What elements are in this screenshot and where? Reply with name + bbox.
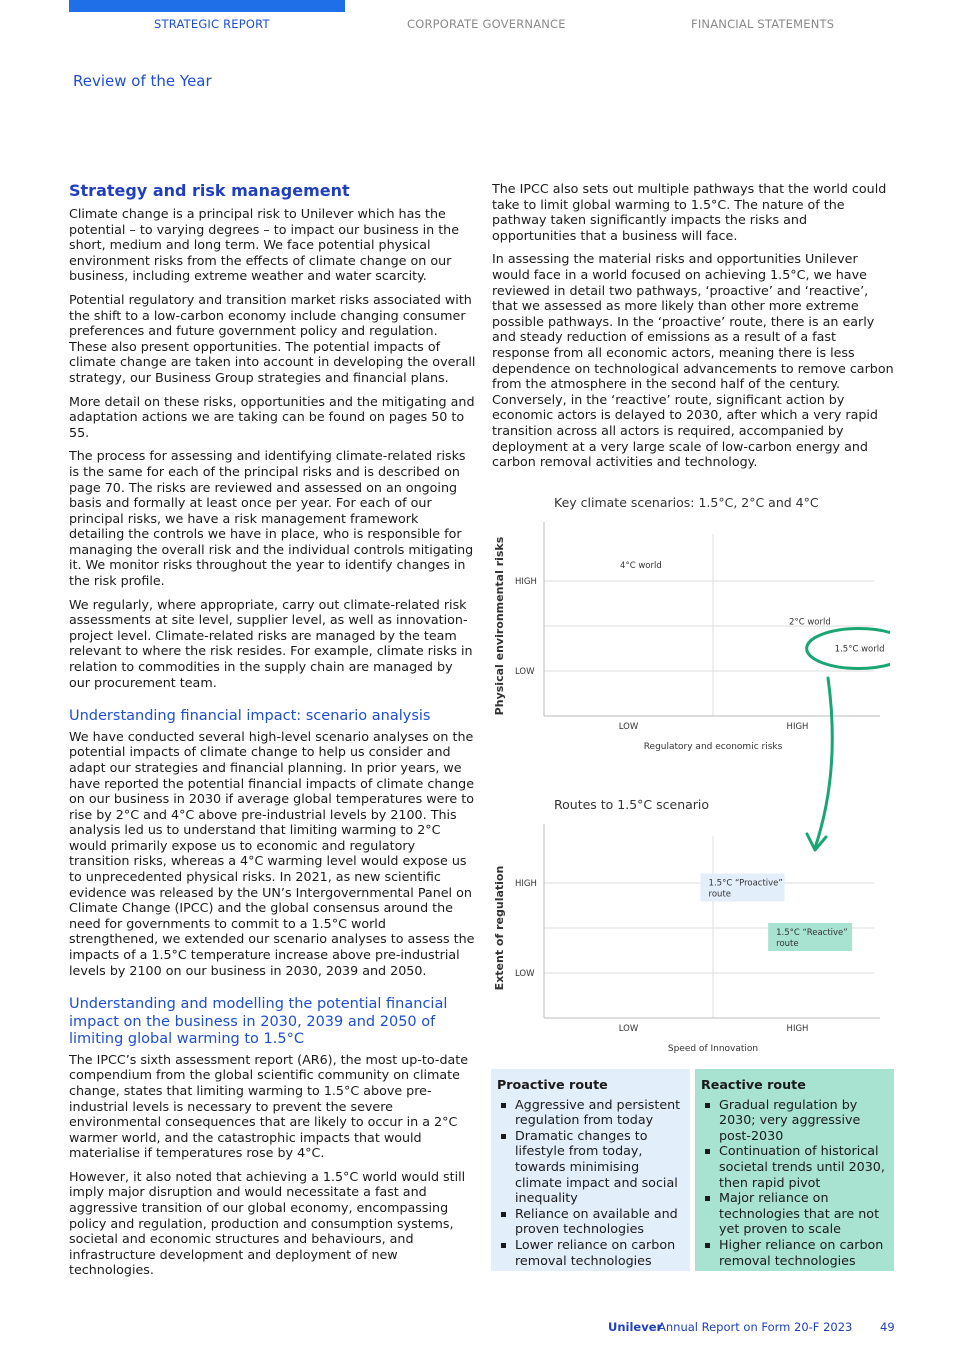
- reactive-route-list: [701, 1097, 888, 1269]
- y-axis-label: Extent of regulation: [493, 865, 506, 991]
- scenario-point-label: 2°C world: [789, 617, 831, 628]
- reactive-route-box: [695, 1069, 894, 1271]
- chart-title: Routes to 1.5°C scenario: [554, 797, 710, 812]
- x-tick-label: LOW: [618, 722, 639, 732]
- y-tick-label: LOW: [515, 969, 535, 979]
- left-column: [69, 181, 477, 1286]
- paragraph: The process for assessing and identifying climate-related risks is the same for each of the principal risks and is described on page 70. The risks are reviewed and assessed on an ongoing basis and formally at least once per year. For each of our principal risks, we have a risk management framework detailing the controls we have in place, who is responsible for managing the overall risk and the individual controls mitigating it. We monitor risks throughout the year to identify changes in the risk profile.: [69, 448, 474, 589]
- paragraph: However, it also noted that achieving a 1.5°C world would still imply major disruption and would necessitate a fast and aggressive transition of our global economy, encompassing policy and regulation, production and consumption systems, societal and economic structures and behaviours, and infrastructure development and deployment of new technologies.: [69, 1168, 466, 1278]
- paragraph: We regularly, where appropriate, carry out climate-related risk assessments at site level, supplier level, as well as innovation-project level. Climate-related risks are managed by the team relevant to where the risk resides. For example, climate risks in relation to commodities in the supply chain are managed by our procurement team.: [69, 596, 473, 690]
- route-marker-label: 1.5°C “Reactive”: [776, 928, 848, 938]
- proactive-route-list: [497, 1097, 684, 1269]
- y-tick-label: LOW: [515, 667, 535, 677]
- page-number: 49: [880, 1320, 895, 1334]
- tab-strategic-report[interactable]: STRATEGIC REPORT: [154, 17, 270, 31]
- reactive-route-title: Reactive route: [701, 1077, 806, 1092]
- x-axis-label: Regulatory and economic risks: [643, 742, 783, 752]
- right-column: [492, 181, 894, 478]
- route-marker-label: 1.5°C “Proactive”: [708, 878, 783, 889]
- tab-financial-statements[interactable]: FINANCIAL STATEMENTS: [691, 17, 835, 31]
- heading-scenario-analysis: Understanding financial impact: scenario analysis: [69, 708, 431, 725]
- x-tick-label: HIGH: [786, 722, 809, 732]
- paragraph: Climate change is a principal risk to Unilever which has the potential – to varying degrees – to impact our business in the short, medium and long term. We face potential physical environment risks from the effects of climate change on our business, including extreme weather and water scarcity.: [69, 206, 460, 284]
- active-tab-indicator: [69, 0, 345, 12]
- paragraph: We have conducted several high-level scenario analyses on the potential impacts of climate change to help us consider and adapt our strategies and financial planning. In prior years, we have reported the potential financial impacts of climate change on our business in 2030 if average global temperatures were to rise by 2°C and 4°C above pre-industrial levels by 2100. This analysis led us to understand that limiting warming to 2°C would primarily expose us to economic and regulatory transition risks, whereas a 4°C warming level would expose us to unprecedented physical risks. In 2021, as new scientific evidence was released by the UN’s Intergovernmental Panel on Climate Change (IPCC) and the global consensus around the need for governments to commit to a 1.5°C world strengthened, we extended our scenario analyses to assess the impacts of a 1.5°C temperature increase above pre-industrial levels by 2100 on our business in 2030, 2039 and 2050.: [69, 728, 475, 978]
- list-item: Dramatic changes to lifestyle from today, towards minimising climate impact and social inequality: [497, 1128, 684, 1206]
- footer-brand: Unilever: [608, 1320, 663, 1334]
- section-label: Review of the Year: [73, 72, 212, 90]
- route-marker-label: route: [708, 889, 732, 900]
- paragraph: In assessing the material risks and opportunities Unilever would face in a world focused on achieving 1.5°C, we have reviewed in detail two pathways, ‘proactive’ and ‘reactive’, that we assessed as more likely than other more extreme possible pathways. In the ‘proactive’ route, there is an early and steady reduction of emissions as a result of a fast response from all economic actors, meaning there is less dependence on technological advancements to remove carbon from the atmosphere in the second half of the century. Conversely, in the ‘reactive’ route, significant action by economic actors is delayed to 2030, after which a very rapid transition across all actors is required, accompanied by deployment at a very large scale of low-carbon energy and carbon removal activities and technology.: [492, 251, 894, 470]
- proactive-route-box: [491, 1069, 690, 1271]
- x-axis-label: Speed of Innovation: [667, 1044, 759, 1054]
- scenario-point-label: 1.5°C world: [834, 644, 885, 655]
- chart-title: Key climate scenarios: 1.5°C, 2°C and 4°C: [554, 495, 819, 510]
- list-item: Major reliance on technologies that are not yet proven to scale: [701, 1190, 888, 1237]
- list-item: Aggressive and persistent regulation from today: [497, 1097, 684, 1128]
- paragraph: The IPCC also sets out multiple pathways that the world could take to limit global warming to 1.5°C. The nature of the pathway taken significantly impacts the risks and opportunities that a business will face.: [492, 181, 887, 243]
- list-item: Gradual regulation by 2030; very aggressive post-2030: [701, 1097, 888, 1144]
- list-item: Higher reliance on carbon removal technologies: [701, 1237, 888, 1268]
- heading-modelling-impact: Understanding and modelling the potential financial impact on the business in 2030, 2039 and 2050 of limiting global warming to 1.5°C: [69, 996, 448, 1048]
- list-item: Reliance on available and proven technologies: [497, 1206, 684, 1237]
- footer-report-title: Annual Report on Form 20-F 2023: [658, 1320, 853, 1334]
- x-tick-label: HIGH: [786, 1024, 809, 1034]
- paragraph: The IPCC’s sixth assessment report (AR6), the most up-to-date compendium from the global scientific community on climate change, states that limiting warming to 1.5°C above pre-industrial levels is necessary to prevent the severe environmental consequences that are likely to occur in a 2°C warmer world, and the catastrophic impacts that would materialise if temperatures rose by 4°C.: [69, 1051, 469, 1161]
- list-item: Lower reliance on carbon removal technologies: [497, 1237, 684, 1268]
- y-axis-label: Physical environmental risks: [493, 536, 506, 716]
- scenario-point-label: 4°C world: [620, 560, 662, 571]
- scenario-arrow-overlay: [490, 488, 890, 868]
- paragraph: More detail on these risks, opportunities and the mitigating and adaptation actions we are taking can be found on pages 50 to 55.: [69, 393, 475, 440]
- curved-arrow: [815, 678, 832, 848]
- x-tick-label: LOW: [618, 1024, 639, 1034]
- proactive-route-title: Proactive route: [497, 1077, 608, 1092]
- tab-corporate-governance[interactable]: CORPORATE GOVERNANCE: [407, 17, 566, 31]
- route-marker-label: route: [776, 939, 799, 949]
- heading-strategy-risk: Strategy and risk management: [69, 181, 350, 200]
- y-tick-label: HIGH: [515, 879, 537, 889]
- y-tick-label: HIGH: [515, 577, 537, 587]
- list-item: Continuation of historical societal trends until 2030, then rapid pivot: [701, 1143, 888, 1190]
- paragraph: Potential regulatory and transition market risks associated with the shift to a low-carbon economy include changing consumer preferences and future government policy and regulation. These also present opportunities. The potential impacts of climate change are taken into account in developing the overall strategy, our Business Group strategies and financial plans.: [69, 291, 476, 385]
